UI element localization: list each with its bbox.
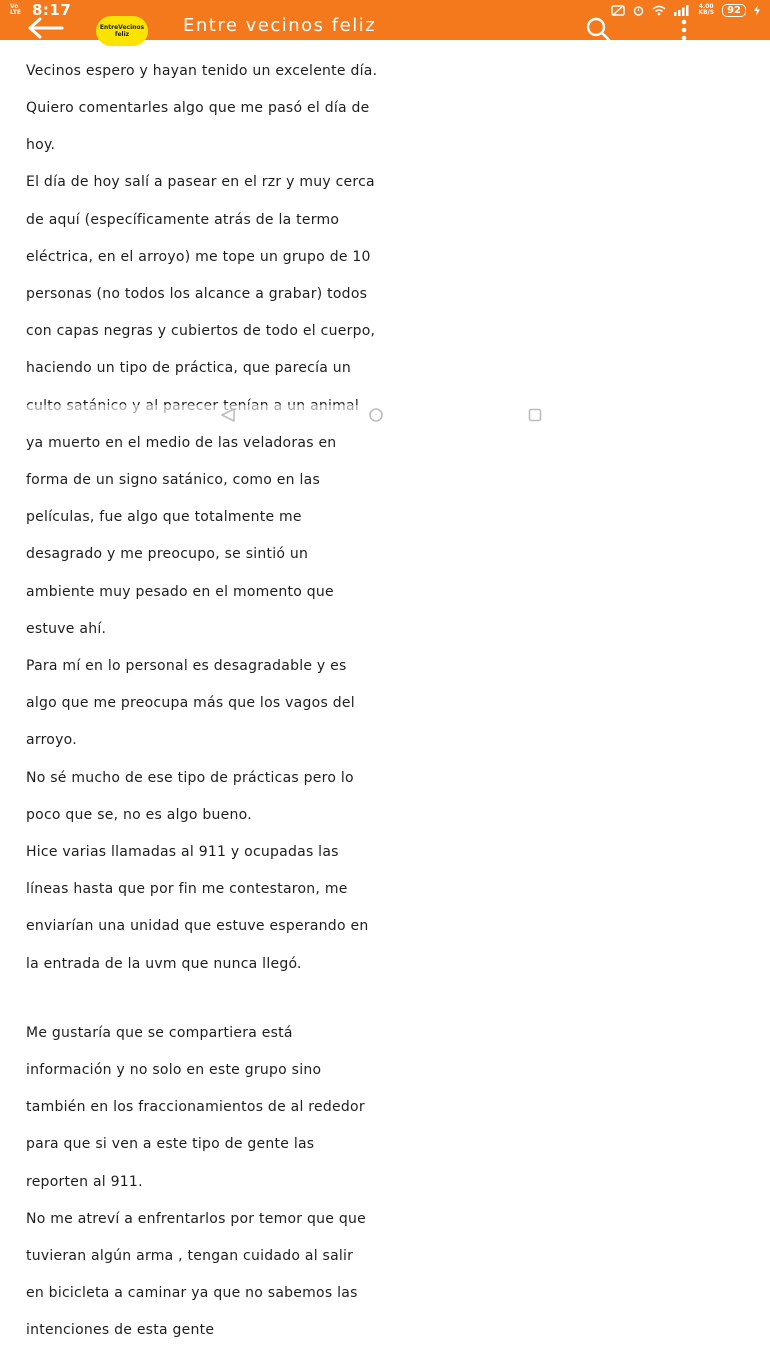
avatar-text-line2: feliz	[114, 31, 130, 38]
post-line: líneas hasta que por fin me contestaron, me	[26, 881, 348, 898]
post-line: tuvieran algún arma , tengan cuidado al salir	[26, 1247, 354, 1264]
network-label: Vo LTE	[10, 3, 22, 16]
post-line: poco que se, no es algo bueno.	[26, 806, 252, 823]
post-line: estuve ahí.	[26, 620, 107, 637]
system-nav-bar	[0, 405, 770, 423]
post-line: El día de hoy salí a pasear en el rzr y muy cerca	[26, 174, 375, 191]
post-line: películas, fue algo que totalmente me	[26, 509, 302, 526]
post-line: desagrado y me preocupo, se sintió un	[26, 546, 309, 563]
back-arrow-icon[interactable]	[26, 17, 64, 39]
post-line: de aquí (específicamente atrás de la termo	[26, 211, 340, 228]
post-line: enviarían una unidad que estuve esperando en	[26, 918, 369, 935]
post-line: personas (no todos los alcance a grabar) todos	[26, 286, 368, 303]
post-line: intenciones de esta gente	[26, 1322, 215, 1339]
post-line: eléctrica, en el arroyo) me tope un grupo de 10	[26, 248, 371, 265]
square-recent-icon[interactable]	[528, 407, 542, 426]
post-line: ambiente muy pesado en el momento que	[26, 583, 334, 600]
network-speed-value: 4.00	[698, 3, 714, 10]
post-line: Quiero comentarles algo que me pasó el día de	[26, 100, 370, 117]
post-line: en bicicleta a caminar ya que no sabemos las	[26, 1285, 358, 1302]
post-line: algo que me preocupa más que los vagos del	[26, 695, 355, 712]
post-line: arroyo.	[26, 732, 77, 749]
post-line: Vecinos espero y hayan tenido un excelente día.	[26, 62, 378, 79]
post-line: No sé mucho de ese tipo de prácticas pero lo	[26, 769, 354, 786]
post-line: Me gustaría que se compartiera está	[26, 1024, 293, 1041]
status-clock: 8:17	[32, 1, 72, 19]
more-vertical-icon[interactable]	[678, 18, 690, 42]
post-line: también en los fraccionamientos de al rededor	[26, 1099, 365, 1116]
post-line: Para mí en lo personal es desagradable y es	[26, 658, 347, 675]
post-line: reporten al 911.	[26, 1173, 143, 1190]
app-bar	[0, 14, 770, 42]
post-line: No me atreví a enfrentarlos por temor que que	[26, 1210, 366, 1227]
post-body	[26, 40, 766, 1339]
post-line: hoy.	[26, 137, 56, 154]
circle-home-icon[interactable]	[368, 407, 384, 426]
post-line: haciendo un tipo de práctica, que parecía un	[26, 360, 352, 377]
post-line: ya muerto en el medio de las veladoras en	[26, 434, 337, 451]
top-bar	[0, 0, 770, 40]
battery-indicator: 92	[722, 4, 746, 17]
paragraph-gap	[26, 995, 766, 1002]
avatar-text-line1: EntreVecinos	[99, 24, 145, 31]
post-line: para que si ven a este tipo de gente las	[26, 1136, 315, 1153]
post-line: con capas negras y cubiertos de todo el cuerpo,	[26, 323, 376, 340]
network-speed-unit: KB/S	[698, 9, 715, 16]
post-line: Hice varias llamadas al 911 y ocupadas las	[26, 844, 339, 861]
post-line: forma de un signo satánico, como en las	[26, 472, 321, 489]
group-title[interactable]: Entre vecinos feliz	[183, 15, 377, 36]
triangle-back-icon[interactable]	[220, 407, 236, 426]
post-line: información y no solo en este grupo sino	[26, 1061, 322, 1078]
search-icon[interactable]	[585, 16, 611, 42]
post-line: la entrada de la uvm que nunca llegó.	[26, 955, 302, 972]
